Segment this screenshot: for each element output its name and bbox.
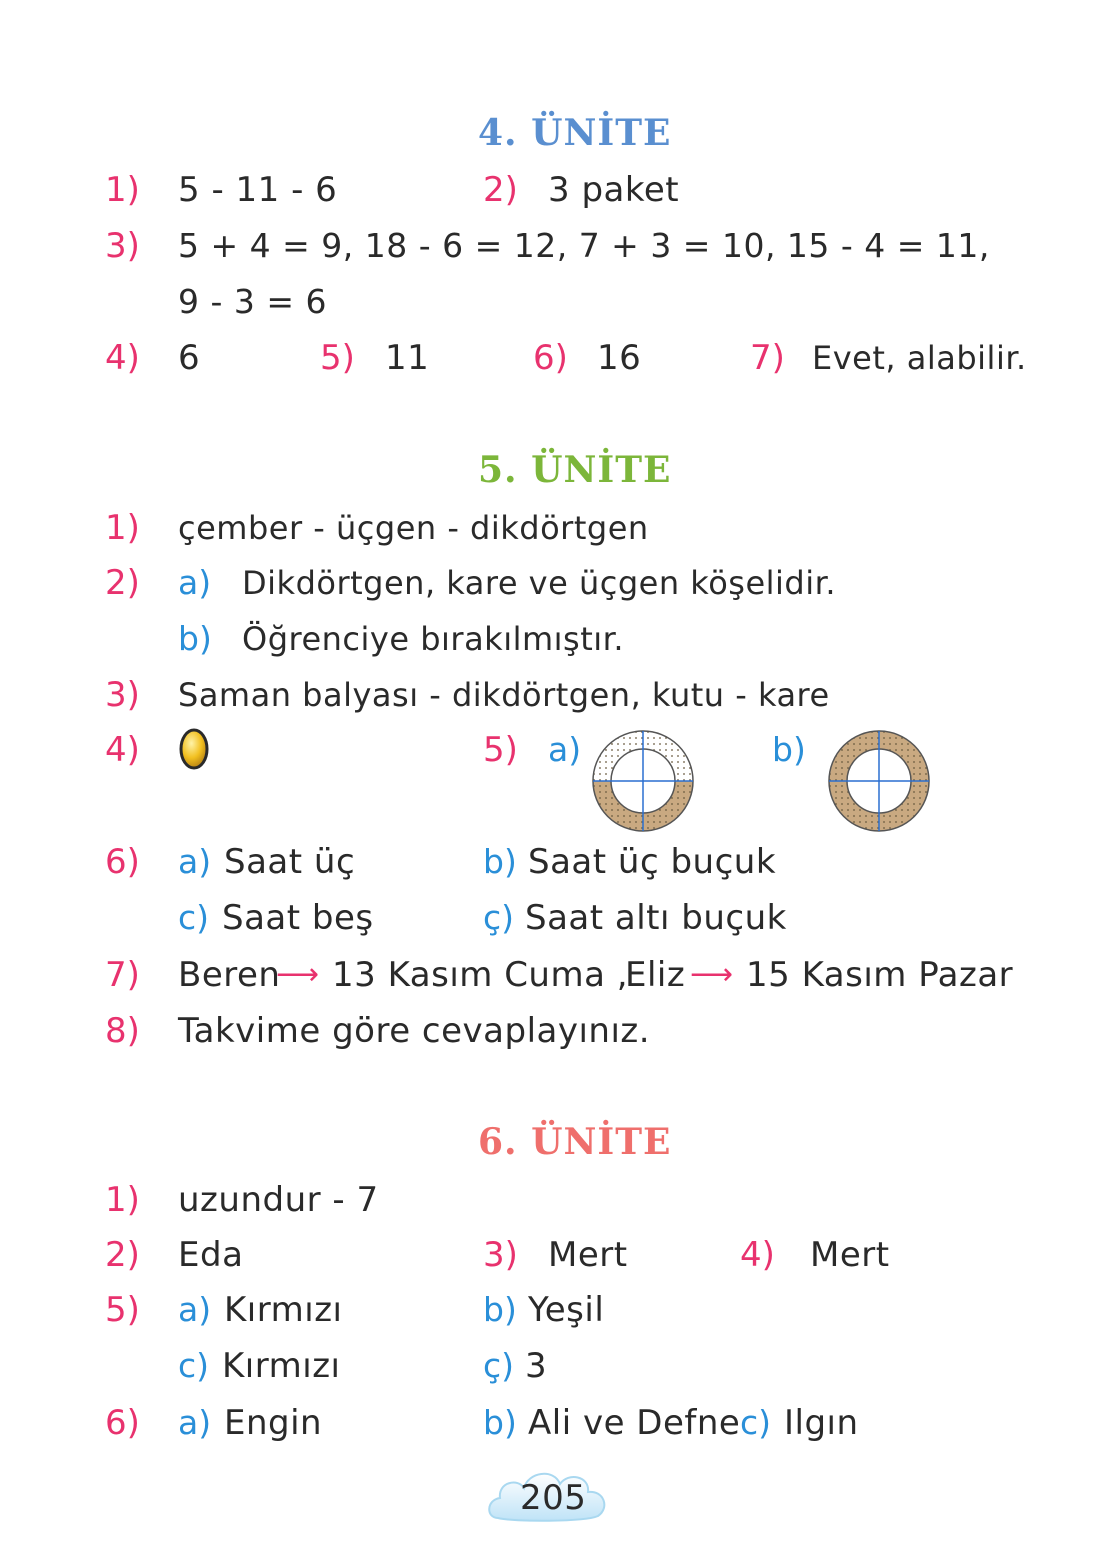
u4-q5-number: 5) [320,338,355,378]
u6-q6-a-label: a) [178,1403,212,1442]
u6-q6-b-answer: Ali ve Defne [528,1403,741,1443]
u4-q7-answer: Evet, alabilir. [812,339,1027,377]
u6-q5-cc-answer: 3 [525,1346,548,1386]
u6-q5-a-label: a) [178,1290,212,1329]
u6-q4-number: 4) [740,1235,775,1275]
u4-q1-answer: 5 - 11 - 6 [178,170,338,210]
u6-q5-c-answer: Kırmızı [222,1346,341,1386]
u5-q6-c-answer: Saat beş [222,898,374,938]
u5-q7-text1: 13 Kasım Cuma , [332,955,629,995]
u6-q6-a-answer: Engin [224,1403,323,1443]
u6-q5-number: 5) [105,1290,140,1330]
u6-q3-number: 3) [483,1235,518,1275]
u5-q3-number: 3) [105,675,140,715]
u5-q7-name2: Eliz [625,955,686,995]
u5-q5-a-label: a) [548,730,582,769]
u5-q6-c-label: c) [178,898,210,937]
u5-q6-cc-answer: Saat altı buçuk [525,898,787,938]
u4-q3-answer-line2: 9 - 3 = 6 [178,282,328,321]
u4-q6-answer: 16 [597,338,642,378]
u5-q6-b-answer: Saat üç buçuk [528,842,777,882]
u5-q2-b-label: b) [178,619,212,658]
u6-q6-b-label: b) [483,1403,517,1442]
u5-q6-a-answer: Saat üç [224,842,356,882]
u6-q1-number: 1) [105,1180,140,1220]
u6-q4-answer: Mert [810,1235,890,1275]
unit5-title: 5. ÜNİTE [478,449,672,491]
u5-q7-number: 7) [105,955,140,995]
u6-q5-b-label: b) [483,1290,517,1329]
u6-q2-number: 2) [105,1235,140,1275]
unit4-title: 4. ÜNİTE [478,112,672,154]
u5-q2-b-answer: Öğrenciye bırakılmıştır. [242,620,625,658]
u4-q3-number: 3) [105,226,140,266]
ring-half-shaded-figure [592,730,694,832]
page-number: 205 [520,1478,587,1518]
u6-q1-answer: uzundur - 7 [178,1180,379,1220]
u5-q5-b-label: b) [772,730,806,769]
u5-q2-a-answer: Dikdörtgen, kare ve üçgen köşelidir. [242,564,836,602]
u6-q3-answer: Mert [548,1235,628,1275]
u5-q5-number: 5) [483,730,518,770]
u5-q2-a-label: a) [178,563,212,602]
arrow-right-icon: ⟶ [276,957,320,992]
u5-q6-b-label: b) [483,842,517,881]
arrow-right-icon: ⟶ [690,957,734,992]
u6-q5-a-answer: Kırmızı [224,1290,343,1330]
u5-q1-number: 1) [105,508,140,548]
u5-q6-a-label: a) [178,842,212,881]
unit6-title: 6. ÜNİTE [478,1121,672,1163]
u5-q8-answer: Takvime göre cevaplayınız. [178,1011,651,1051]
egg-shape-icon [178,727,210,771]
u6-q5-cc-label: ç) [483,1346,515,1385]
u6-q6-number: 6) [105,1403,140,1443]
u4-q5-answer: 11 [385,338,430,378]
u5-q8-number: 8) [105,1011,140,1051]
u4-q1-number: 1) [105,170,140,210]
u5-q7-name1: Beren [178,955,281,995]
u5-q6-number: 6) [105,842,140,882]
u4-q2-number: 2) [483,170,518,210]
u4-q3-answer-line1: 5 + 4 = 9, 18 - 6 = 12, 7 + 3 = 10, 15 - 4 = 11, [178,226,990,265]
ring-fully-shaded-figure [828,730,930,832]
u6-q5-c-label: c) [178,1346,210,1385]
u6-q5-b-answer: Yeşil [528,1290,605,1330]
u4-q2-answer: 3 paket [548,170,680,210]
u5-q7-text2: 15 Kasım Pazar [746,955,1014,995]
u6-q6-c-label: c) [740,1403,772,1442]
u5-q6-cc-label: ç) [483,898,515,937]
u5-q3-answer: Saman balyası - dikdörtgen, kutu - kare [178,676,830,714]
u6-q2-answer: Eda [178,1235,244,1275]
u5-q1-answer: çember - üçgen - dikdörtgen [178,509,649,547]
u4-q4-answer: 6 [178,338,201,378]
u5-q4-number: 4) [105,730,140,770]
u5-q2-number: 2) [105,563,140,603]
u4-q4-number: 4) [105,338,140,378]
u6-q6-c-answer: Ilgın [784,1403,859,1443]
u4-q7-number: 7) [750,338,785,378]
u4-q6-number: 6) [533,338,568,378]
